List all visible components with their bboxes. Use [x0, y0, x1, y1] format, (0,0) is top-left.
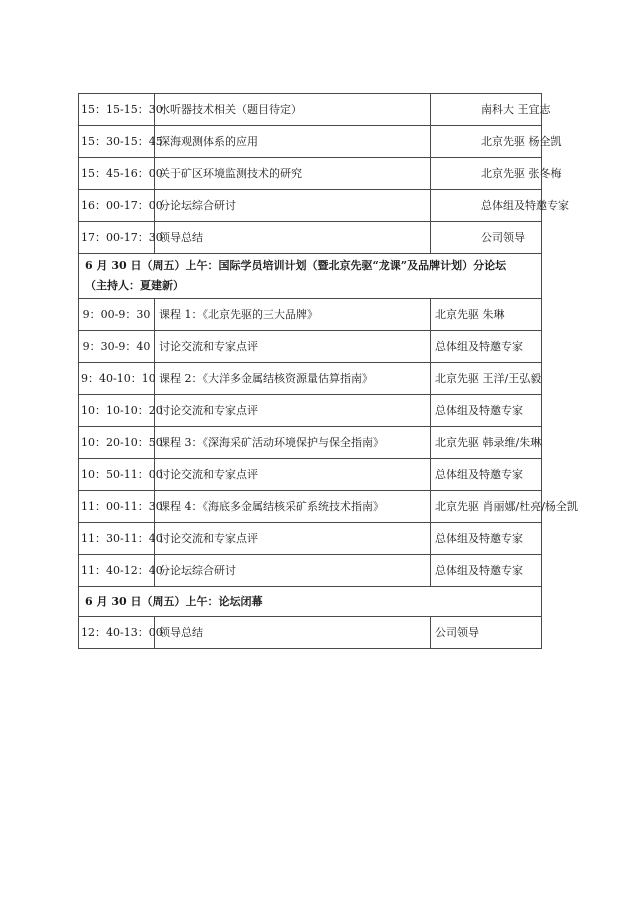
time-cell: 11：30-11：40 [79, 523, 155, 555]
time-cell: 9：40-10：10 [79, 363, 155, 395]
time-cell: 10：50-11：00 [79, 459, 155, 491]
topic-cell: 课程 3：《深海采矿活动环境保护与保全指南》 [155, 427, 431, 459]
topic-cell: 课程 1：《北京先驱的三大品牌》 [155, 299, 431, 331]
time-cell: 11：40-12：40 [79, 555, 155, 587]
time-cell: 15：15-15：30 [79, 94, 155, 126]
topic-cell: 领导总结 [155, 617, 431, 649]
table-row [79, 222, 542, 254]
time-cell: 15：30-15：45 [79, 126, 155, 158]
time-cell: 10：20-10：50 [79, 427, 155, 459]
schedule-block-afternoon [79, 94, 569, 254]
topic-cell: 关于矿区环境监测技术的研究 [155, 158, 431, 190]
speaker-cell: 北京先驱 杨全凯 [431, 126, 542, 158]
topic-cell: 讨论交流和专家点评 [155, 459, 431, 491]
topic-cell: 深海观测体系的应用 [155, 126, 431, 158]
section-heading-title: 6 月 30 日（周五）上午：国际学员培训计划（暨北京先驱“龙课”及品牌计划）分论坛 [85, 259, 507, 272]
topic-cell: 讨论交流和专家点评 [155, 523, 431, 555]
table-row [79, 459, 542, 491]
time-cell: 9：00-9：30 [79, 299, 155, 331]
time-cell: 9：30-9：40 [79, 331, 155, 363]
topic-cell: 水听器技术相关（题目待定） [155, 94, 431, 126]
speaker-cell: 公司领导 [431, 617, 542, 649]
table-row [79, 126, 542, 158]
speaker-cell: 北京先驱 肖丽娜/杜亮/杨全凯 [431, 491, 542, 523]
speaker-cell: 北京先驱 张冬梅 [431, 158, 542, 190]
topic-cell: 课程 4：《海底多金属结核采矿系统技术指南》 [155, 491, 431, 523]
time-cell: 12：40-13：00 [79, 617, 155, 649]
topic-cell: 讨论交流和专家点评 [155, 331, 431, 363]
section-heading-closing [79, 587, 542, 617]
topic-cell: 讨论交流和专家点评 [155, 395, 431, 427]
table-row [79, 363, 542, 395]
topic-cell: 分论坛综合研讨 [155, 555, 431, 587]
speaker-cell: 总体组及特邀专家 [431, 523, 542, 555]
section-heading: 6 月 30 日（周五）上午：论坛闭幕 [79, 587, 542, 617]
table-row [79, 94, 542, 126]
speaker-cell: 公司领导 [431, 222, 542, 254]
time-cell: 15：45-16：00 [79, 158, 155, 190]
table-row [79, 523, 542, 555]
time-cell: 16：00-17：00 [79, 190, 155, 222]
time-cell: 10：10-10：20 [79, 395, 155, 427]
speaker-cell: 南科大 王宜志 [431, 94, 542, 126]
schedule-table [78, 93, 578, 649]
section-heading-training-forum [79, 254, 542, 299]
speaker-cell: 总体组及特邀专家 [431, 459, 542, 491]
speaker-cell: 总体组及特邀专家 [431, 395, 542, 427]
table-row [79, 190, 542, 222]
time-cell: 17：00-17：30 [79, 222, 155, 254]
speaker-cell: 北京先驱 朱琳 [431, 299, 542, 331]
table-row [79, 427, 542, 459]
time-cell: 11：00-11：30 [79, 491, 155, 523]
schedule-block-closing [79, 617, 542, 649]
topic-cell: 分论坛综合研讨 [155, 190, 431, 222]
speaker-cell: 总体组及特邀专家 [431, 555, 542, 587]
topic-cell: 领导总结 [155, 222, 431, 254]
table-row [79, 395, 542, 427]
schedule-block-training [79, 299, 578, 587]
speaker-cell: 北京先驱 王洋/王弘毅 [431, 363, 542, 395]
table-row [79, 331, 542, 363]
table-row [79, 617, 542, 649]
table-row [79, 158, 542, 190]
speaker-cell: 总体组及特邀专家 [431, 331, 542, 363]
speaker-cell: 北京先驱 韩录维/朱琳 [431, 427, 542, 459]
section-heading-host: （主持人：夏建新） [85, 279, 184, 292]
speaker-cell: 总体组及特邀专家 [431, 190, 542, 222]
table-row [79, 491, 542, 523]
topic-cell: 课程 2：《大洋多金属结核资源量估算指南》 [155, 363, 431, 395]
section-heading [79, 254, 542, 299]
table-row [79, 555, 542, 587]
table-row [79, 299, 542, 331]
